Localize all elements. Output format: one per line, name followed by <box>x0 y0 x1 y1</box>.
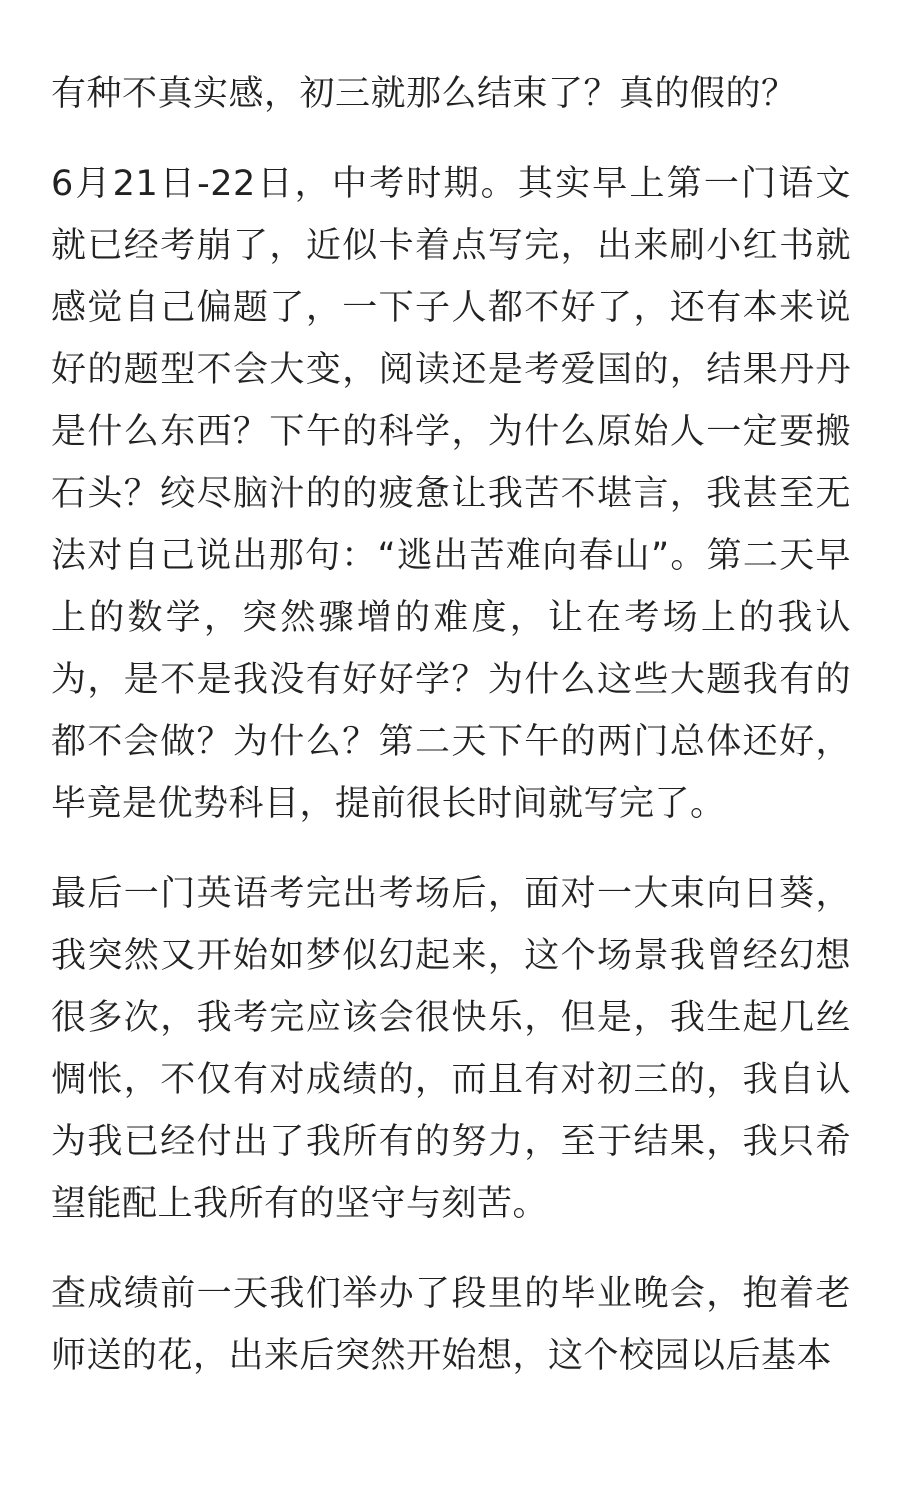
paragraph-exam-days: 6月21日-22日，中考时期。其实早上第一门语文就已经考崩了，近似卡着点写完，出来刷小红书就感觉自己偏题了，一下子人都不好了，还有本来说好的题型不会大变，阅读还是考爱国的，结果丹丹是什么东西？下午的科学，为什么原始人一定要搬石头？绞尽脑汁的的疲惫让我苦不堪言，我甚至无法对自己说出那句：“逃出苦难向春山”。第二天早上的数学，突然骤增的难度，让在考场上的我认为，是不是我没有好好学？为什么这些大题我有的都不会做？为什么？第二天下午的两门总体还好，毕竟是优势科目，提前很长时间就写完了。 <box>51 164 851 824</box>
paragraph-last-exam: 最后一门英语考完出考场后，面对一大束向日葵，我突然又开始如梦似幻起来，这个场景我曾经幻想很多次，我考完应该会很快乐，但是，我生起几丝惆怅，不仅有对成绩的，而且有对初三的，我自认为我已经付出了我所有的努力，至于结果，我只希望能配上我所有的坚守与刻苦。 <box>51 874 851 1224</box>
paragraph-graduation-party: 查成绩前一天我们举办了段里的毕业晚会，抱着老师送的花，出来后突然开始想，这个校园以后基本 <box>51 1274 851 1376</box>
paragraph-intro: 有种不真实感，初三就那么结束了？真的假的？ <box>51 74 797 114</box>
article-body <box>51 63 851 1415</box>
